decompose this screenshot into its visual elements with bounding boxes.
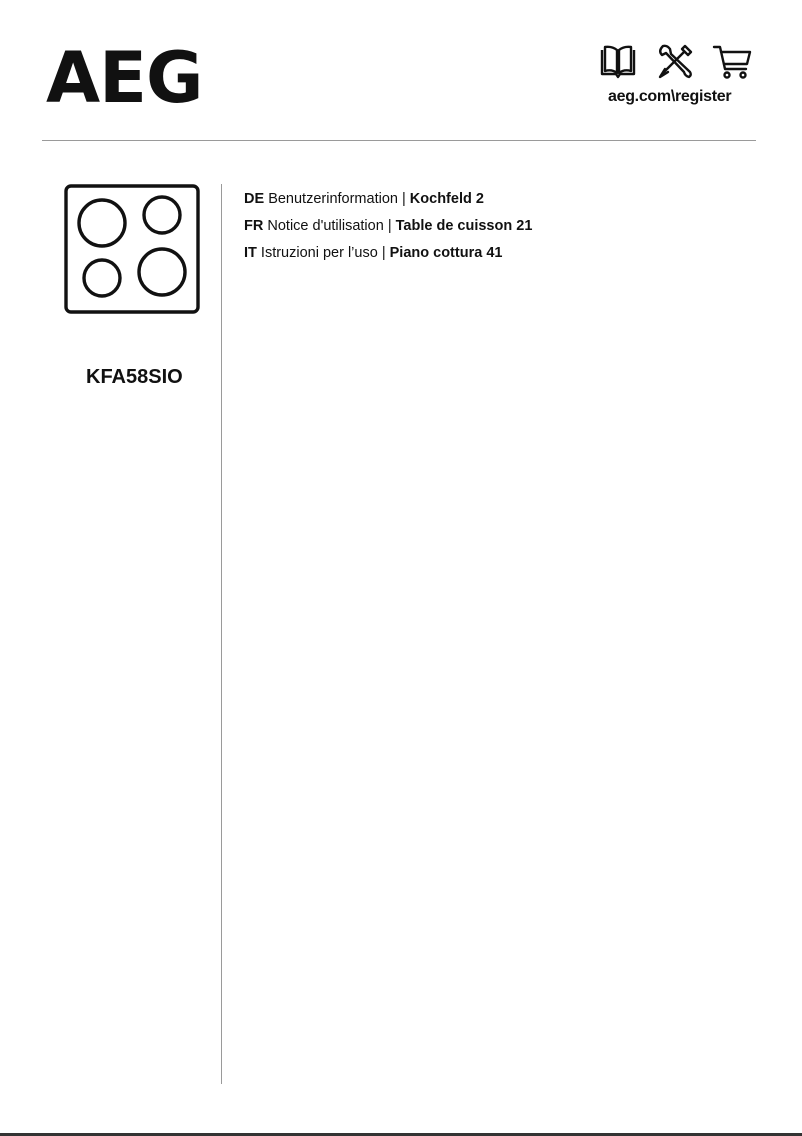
tools-icon [655,42,695,82]
header-icons [598,42,758,82]
logo-text: AEG [46,42,203,108]
separator: | [401,191,406,207]
document-title: Benutzerinformation [268,191,398,207]
page-number: 41 [486,245,503,261]
book-icon [598,42,638,82]
language-list [244,186,532,267]
register-link[interactable]: aeg.com\register [608,88,732,105]
page-number: 2 [475,191,484,207]
language-item-de[interactable] [244,186,532,213]
document-title: Istruzioni per l’uso [260,245,378,261]
cooktop-four-zones-icon [64,184,200,314]
separator: | [381,245,386,261]
section-title: Kochfeld [409,191,472,207]
section-title: Piano cottura [389,245,483,261]
language-code: DE [244,191,265,207]
language-code: IT [244,245,257,261]
aeg-logo [46,42,226,108]
cart-icon [712,42,752,82]
header-divider [42,140,756,141]
column-divider [221,184,222,1084]
separator: | [387,218,392,234]
document-title: Notice d'utilisation [267,218,384,234]
page-number: 21 [516,218,533,234]
section-title: Table de cuisson [395,218,513,234]
language-item-fr[interactable] [244,213,532,240]
model-number: KFA58SIO [86,366,183,388]
language-item-it[interactable] [244,240,532,267]
language-code: FR [244,218,264,234]
